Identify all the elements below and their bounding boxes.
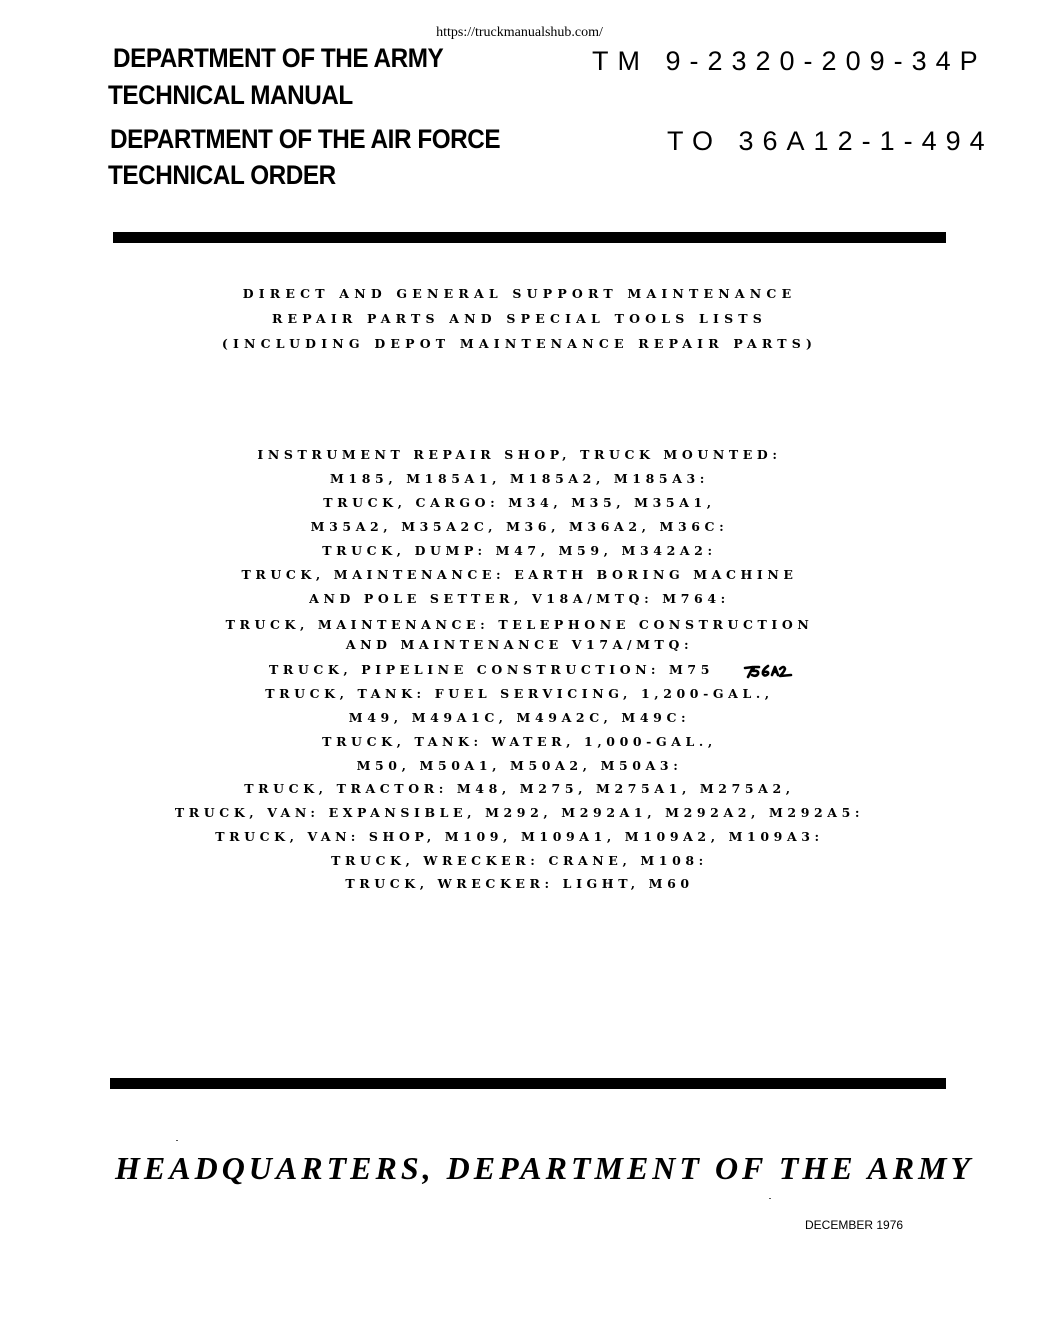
vehicle-line: TRUCK, MAINTENANCE: TELEPHONE CONSTRUCTION: [225, 617, 814, 632]
vehicle-line: TRUCK, TRACTOR: M48, M275, M275A1, M275A2,: [244, 781, 795, 796]
title-line-1: DIRECT AND GENERAL SUPPORT MAINTENANCE: [242, 286, 797, 301]
bottom-rule: [110, 1078, 946, 1089]
source-url[interactable]: https://truckmanualshub.com/: [436, 25, 603, 40]
vehicle-line: TRUCK, PIPELINE CONSTRUCTION: M75: [268, 662, 715, 677]
airforce-department: DEPARTMENT OF THE AIR FORCE: [110, 124, 501, 154]
vehicle-line: TRUCK, MAINTENANCE: EARTH BORING MACHINE: [241, 567, 798, 582]
title-line-2: REPAIR PARTS AND SPECIAL TOOLS LISTS: [271, 311, 768, 326]
vehicle-line: INSTRUMENT REPAIR SHOP, TRUCK MOUNTED:: [257, 447, 782, 462]
vehicle-line: TRUCK, VAN: EXPANSIBLE, M292, M292A1, M292A2, M292A5:: [174, 805, 865, 820]
scan-speck: [176, 1140, 178, 1141]
vehicle-line: AND MAINTENANCE V17A/MTQ:: [345, 637, 694, 652]
vehicle-line: M50, M50A1, M50A2, M50A3:: [356, 758, 683, 773]
vehicle-line: TRUCK, WRECKER: CRANE, M108:: [331, 853, 708, 868]
vehicle-line: TRUCK, WRECKER: LIGHT, M60: [345, 876, 694, 891]
vehicle-line: TRUCK, TANK: WATER, 1,000-GAL.,: [322, 734, 717, 749]
vehicle-line: TRUCK, VAN: SHOP, M109, M109A1, M109A2, M109A3:: [215, 829, 824, 844]
vehicle-line: TRUCK, DUMP: M47, M59, M342A2:: [322, 543, 717, 558]
scan-speck: [769, 1198, 771, 1199]
vehicle-line: AND POLE SETTER, V18A/MTQ: M764:: [309, 591, 730, 606]
army-doc-type: TECHNICAL MANUAL: [108, 80, 353, 110]
vehicle-line: TRUCK, TANK: FUEL SERVICING, 1,200-GAL.,: [265, 686, 774, 701]
airforce-order-number: TO 36A12-1-494: [667, 126, 994, 156]
vehicle-line: TRUCK, CARGO: M34, M35, M35A1,: [323, 495, 716, 510]
handwritten-annotation: [742, 660, 794, 682]
headquarters-line: HEADQUARTERS, DEPARTMENT OF THE ARMY: [115, 1150, 975, 1186]
army-department: DEPARTMENT OF THE ARMY: [113, 43, 444, 73]
vehicle-line: M49, M49A1C, M49A2C, M49C:: [348, 710, 691, 725]
airforce-doc-type: TECHNICAL ORDER: [108, 160, 336, 190]
publication-date: DECEMBER 1976: [805, 1218, 904, 1232]
vehicle-line: M185, M185A1, M185A2, M185A3:: [329, 471, 710, 486]
title-line-3: (INCLUDING DEPOT MAINTENANCE REPAIR PARTS): [221, 336, 818, 351]
army-manual-number: TM 9-2320-209-34P: [592, 46, 987, 76]
vehicle-line: M35A2, M35A2C, M36, M36A2, M36C:: [310, 519, 729, 534]
